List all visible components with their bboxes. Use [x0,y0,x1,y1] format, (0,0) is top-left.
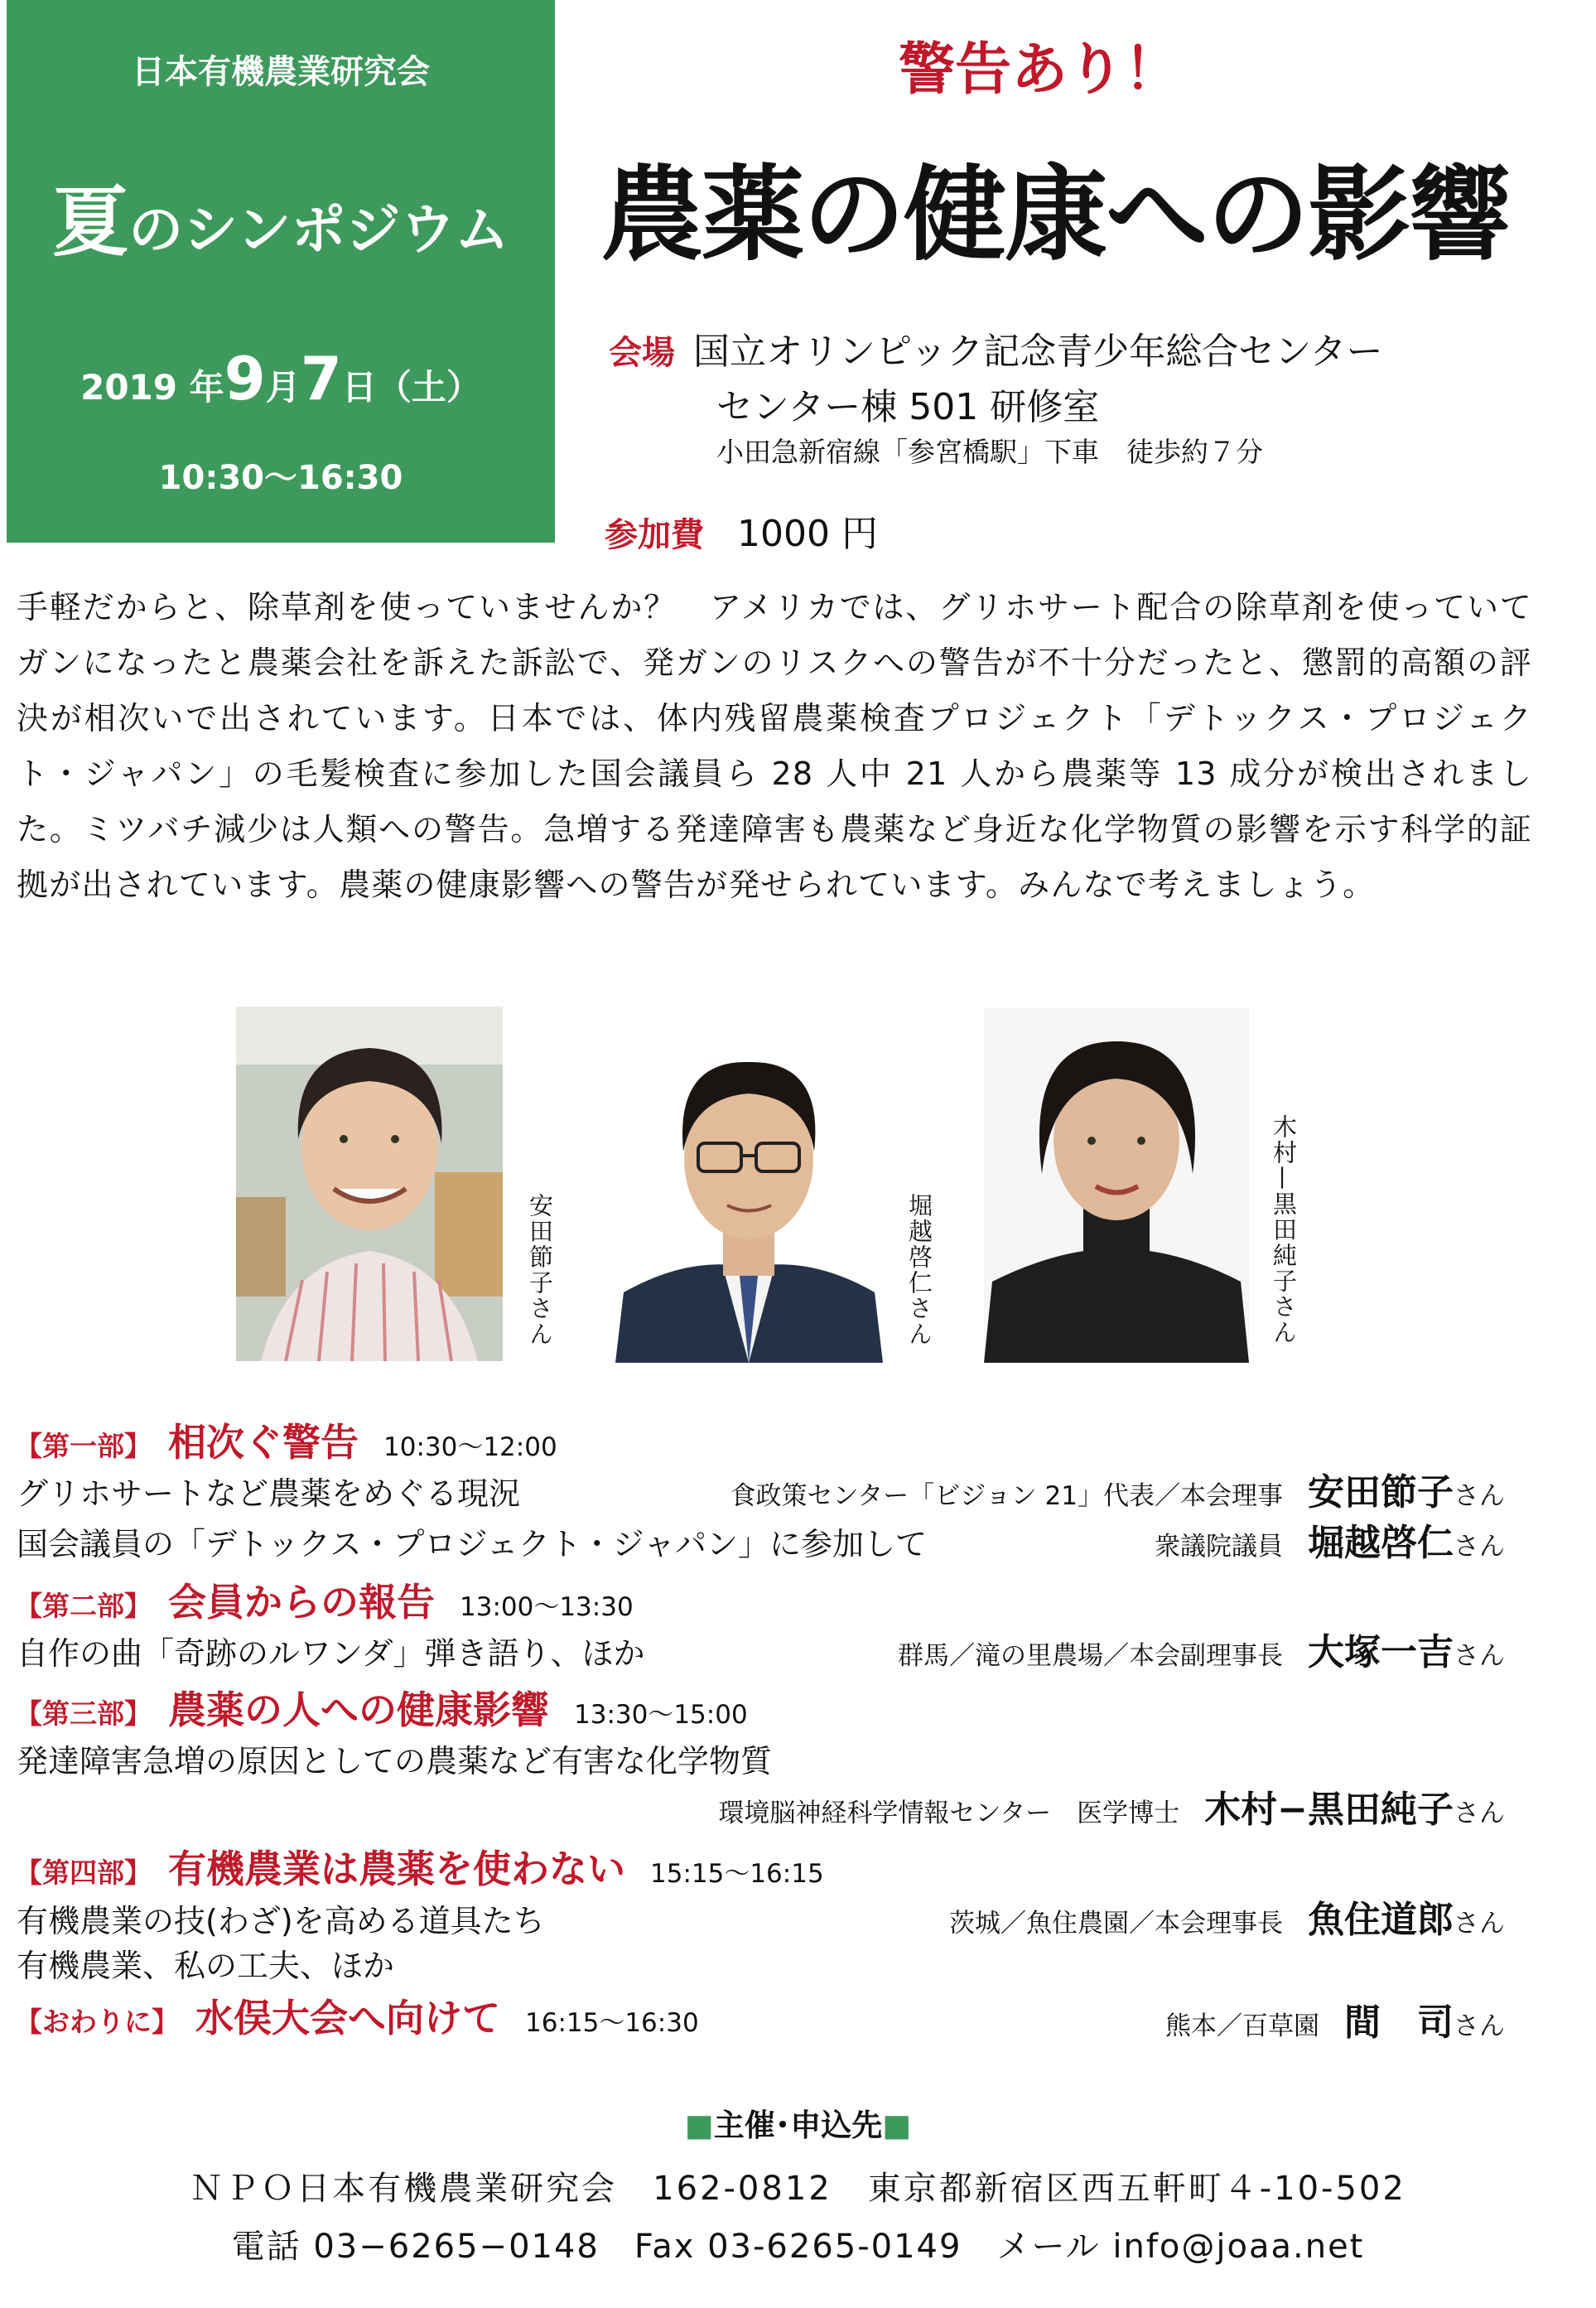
symposium-title-summer: 夏 [52,177,129,267]
date-month: 9 [224,344,266,413]
venue-label: 会場 [609,334,675,372]
event-date [7,344,555,413]
part4-speaker1 [949,1890,1505,1943]
part2-speaker1-affiliation: 群馬／滝の里農場／本会副理事長 [898,1641,1283,1671]
part1-title: 相次ぐ警告 [168,1420,359,1465]
intro-paragraph: 手軽だからと、除草剤を使っていませんか？ アメリカでは、グリホサート配合の除草剤を使っていてガンになったと農薬会社を訴えた訴訟で、発ガンのリスクへの警告が不十分だったと、懲罰的高額の評決が相次いで出されています。日本では、体内残留農薬検査プロジェクト「デトックス・プロジェクト・ジャパン」の毛髪検査に参加した国会議員ら 28 人中 21 人から農薬等 13 成分が検出されました。ミツバチ減少は人類への警告。急増する発達障害も農薬など身近な化学物質の影響を示す科学的証拠が出されています。農薬の健康影響への警告が発せられています。みんなで考えましょう。 [17,589,1532,903]
speaker-photo-yasuda [236,1007,503,1361]
venue-access: 小田急新宿線「参宮橋駅」下車 徒歩約７分 [716,436,1263,468]
program-part3-header [15,1680,748,1735]
square-icon: ■ [684,2108,714,2143]
symposium-title-rest: のシンポジウム [128,197,509,262]
part3-speaker1-honorific: さん [1454,1799,1505,1828]
header-box [7,0,555,543]
speaker-photo-kimura-caption: 木村—黒田純子さん [1270,1114,1298,1345]
closing-speaker1-affiliation: 熊本／百草園 [1165,2011,1319,2041]
organizer-name: 日本有機農業研究会 [132,53,430,91]
part3-speaker1-name: 木村−黒田純子 [1204,1789,1454,1831]
part3-tag: 【第三部】 [15,1697,152,1730]
speaker-photo-yasuda-caption: 安田節子さん [526,1193,554,1347]
part1-topic1: グリホサートなど農薬をめぐる現況 [17,1475,521,1512]
part2-speaker1-name: 大塚一吉 [1308,1631,1454,1673]
speaker-photo-horikoshi [615,1027,883,1363]
part1-tag: 【第一部】 [15,1430,152,1462]
part1-speaker2-affiliation: 衆議院議員 [1155,1532,1283,1562]
program-part4-header [15,1839,824,1894]
organizer-heading-text: 主催･申込先 [713,2108,883,2143]
closing-title: 水俣大会へ向けて [195,1996,500,2040]
part4-speaker1-name: 魚住道郎 [1308,1899,1454,1941]
part2-tag: 【第二部】 [15,1590,152,1622]
part3-speaker1 [718,1779,1505,1832]
part4-topic2: 有機農業、私の工夫、ほか [17,1948,395,1984]
part4-tag: 【第四部】 [15,1857,152,1889]
part2-speaker1-honorific: さん [1454,1641,1505,1671]
fee-value: 1000 円 [737,513,878,555]
program-part2-header [15,1572,634,1627]
program-part1-header [15,1412,557,1467]
part1-speaker2-name: 堀越啓仁 [1308,1522,1454,1564]
part3-topic1: 発達障害急増の原因としての農薬など有害な化学物質 [17,1743,773,1779]
part4-topic1: 有機農業の技(わざ)を高める道具たち [17,1903,545,1939]
part3-time: 13:30〜15:00 [574,1700,748,1730]
part4-speaker1-affiliation: 茨城／魚住農園／本会理事長 [949,1909,1283,1939]
part2-time: 13:00〜13:30 [460,1592,634,1622]
part2-topic1: 自作の曲「奇跡のルワンダ」弾き語り、ほか [17,1635,645,1672]
date-month-unit: 月 [265,367,301,408]
part1-topic2: 国会議員の「デトックス・プロジェクト・ジャパン」に参加して [17,1526,927,1562]
date-year: 2019 年 [80,367,224,408]
organizer-address: ＮＰＯ日本有機農業研究会 162-0812 東京都新宿区西五軒町４-10-502 [190,2170,1406,2208]
part1-speaker1 [730,1462,1505,1515]
part1-speaker2-honorific: さん [1454,1532,1505,1562]
part1-speaker1-name: 安田節子 [1308,1471,1454,1514]
closing-tag: 【おわりに】 [15,2006,179,2038]
venue-name: 国立オリンピック記念青少年総合センター [693,331,1383,373]
venue-row [609,321,1382,374]
speaker-photo-kimura [984,1008,1249,1363]
part3-title: 農薬の人への健康影響 [168,1688,549,1732]
closing-speaker1-name: 間 司 [1344,2001,1454,2044]
part3-speaker1-affiliation: 環境脳神経科学情報センター 医学博士 [718,1799,1180,1828]
part4-title: 有機農業は農薬を使わない [168,1847,625,1891]
main-title: 農薬の健康への影響 [600,155,1511,275]
fee-label: 参加費 [605,516,704,554]
symposium-title [7,162,555,271]
part1-speaker1-affiliation: 食政策センター「ビジョン 21」代表／本会理事 [730,1481,1283,1511]
date-day: 7 [300,344,342,413]
warning-heading: 警告あり！ [899,37,1181,103]
closing-speaker1-honorific: さん [1454,2011,1505,2041]
venue-room: センター棟 501 研修室 [716,386,1100,428]
event-time: 10:30〜16:30 [158,459,403,497]
organizer-heading [0,2100,1596,2145]
organizer-contact: 電話 03−6265−0148 Fax 03-6265-0149 メール info@joaa.net [231,2228,1365,2266]
fee-row [605,504,878,557]
part1-speaker1-honorific: さん [1454,1481,1505,1511]
date-day-unit: 日（土） [341,367,481,408]
speaker-photo-horikoshi-caption: 堀越啓仁さん [905,1193,933,1347]
square-icon: ■ [882,2108,912,2143]
part4-time: 15:15〜16:15 [650,1859,824,1889]
part2-speaker1 [898,1622,1505,1675]
program-closing-header [15,1988,699,2043]
part2-title: 会員からの報告 [168,1580,435,1625]
closing-speaker1 [1165,1992,1505,2045]
closing-time: 16:15〜16:30 [525,2008,699,2038]
part1-speaker2 [1155,1513,1505,1566]
part1-time: 10:30〜12:00 [383,1432,557,1462]
part4-speaker1-honorific: さん [1454,1909,1505,1939]
